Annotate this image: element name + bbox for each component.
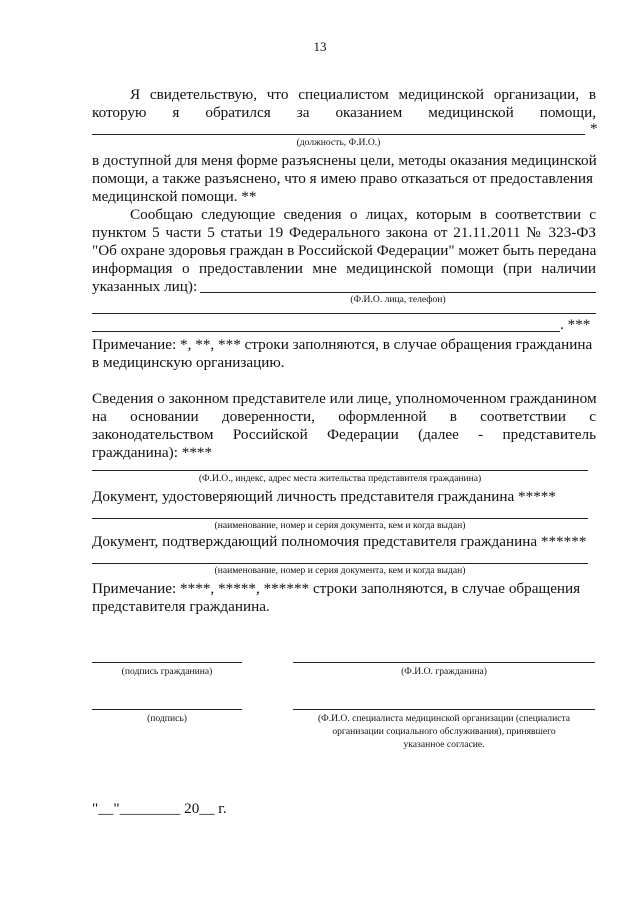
rep-line2: на основании доверенности, оформленной в соответствии с bbox=[92, 408, 596, 425]
specialist-signature-field[interactable] bbox=[92, 709, 242, 710]
p1-line1: Я свидетельствую, что специалистом медицинской организации, в bbox=[130, 86, 596, 103]
p1-line2: которую я обратился за оказанием медицинской помощи, bbox=[92, 104, 596, 121]
rep-doc2-caption: (наименование, номер и серия документа, кем и когда выдан) bbox=[214, 565, 466, 576]
p2-line5: указанных лиц): bbox=[92, 278, 198, 295]
p2-line1: Сообщаю следующие сведения о лицах, которым в соответствии с bbox=[130, 206, 596, 223]
rep-doc1-field[interactable] bbox=[92, 518, 588, 519]
rep-doc2-label: Документ, подтверждающий полномочия представителя гражданина ****** bbox=[92, 533, 587, 550]
citizen-fio-caption: (Ф.И.О. гражданина) bbox=[401, 666, 487, 677]
specialist-signature-caption: (подпись) bbox=[147, 713, 187, 724]
rep-fio-field[interactable] bbox=[92, 470, 588, 471]
note2-line1: Примечание: ****, *****, ****** строки заполняются, в случае обращения bbox=[92, 580, 581, 597]
p2-line4: информация о предоставлении мне медицинской помощи (при наличии bbox=[92, 260, 596, 277]
p2-line2: пунктом 5 части 5 статьи 19 Федерального закона от 21.11.2011 № 323-ФЗ bbox=[92, 224, 596, 241]
note2-line2: представителя гражданина. bbox=[92, 598, 270, 615]
citizen-signature-caption: (подпись гражданина) bbox=[121, 666, 213, 677]
rep-doc1-caption: (наименование, номер и серия документа, кем и когда выдан) bbox=[214, 520, 466, 531]
position-fio-caption: (должность, Ф.И.О.) bbox=[296, 137, 381, 148]
rep-line3: законодательством Российской Федерации (далее - представитель bbox=[92, 426, 596, 443]
position-fio-field[interactable] bbox=[92, 134, 585, 135]
persons-caption: (Ф.И.О. лица, телефон) bbox=[350, 294, 446, 305]
specialist-fio-caption-1: (Ф.И.О. специалиста медицинской организации (специалиста bbox=[317, 713, 571, 724]
note1-line1: Примечание: *, **, *** строки заполняются, в случае обращения гражданина bbox=[92, 336, 593, 353]
p1-line3: в доступной для меня форме разъяснены цели, методы оказания медицинской bbox=[92, 152, 597, 169]
persons-field-2[interactable] bbox=[92, 313, 596, 314]
p1-asterisk: * bbox=[590, 120, 598, 137]
citizen-fio-field[interactable] bbox=[293, 662, 595, 663]
rep-line4: гражданина): **** bbox=[92, 444, 213, 461]
rep-line1: Сведения о законном представителе или лице, уполномоченном гражданином bbox=[92, 390, 597, 407]
specialist-fio-field[interactable] bbox=[293, 709, 595, 710]
persons-suffix: . *** bbox=[560, 316, 591, 333]
date-line[interactable]: "__"________ 20__ г. bbox=[92, 800, 227, 817]
p1-line5: медицинской помощи. ** bbox=[92, 188, 257, 205]
rep-doc1-label: Документ, удостоверяющий личность представителя гражданина ***** bbox=[92, 488, 556, 505]
specialist-fio-caption-2: организации социального обслуживания), принявшего bbox=[332, 726, 556, 737]
rep-fio-caption: (Ф.И.О., индекс, адрес места жительства представителя гражданина) bbox=[198, 473, 482, 484]
specialist-fio-caption-3: указанное согласие. bbox=[403, 739, 485, 750]
p2-line3: "Об охране здоровья граждан в Российской Федерации" может быть передана bbox=[92, 242, 597, 259]
citizen-signature-field[interactable] bbox=[92, 662, 242, 663]
persons-field-1[interactable] bbox=[200, 292, 596, 293]
note1-line2: в медицинскую организацию. bbox=[92, 354, 285, 371]
p1-line4: помощи, а также разъяснено, что я имею право отказаться от предоставления bbox=[92, 170, 593, 187]
rep-doc2-field[interactable] bbox=[92, 563, 588, 564]
persons-field-3[interactable] bbox=[92, 331, 560, 332]
page-number: 13 bbox=[313, 39, 327, 54]
